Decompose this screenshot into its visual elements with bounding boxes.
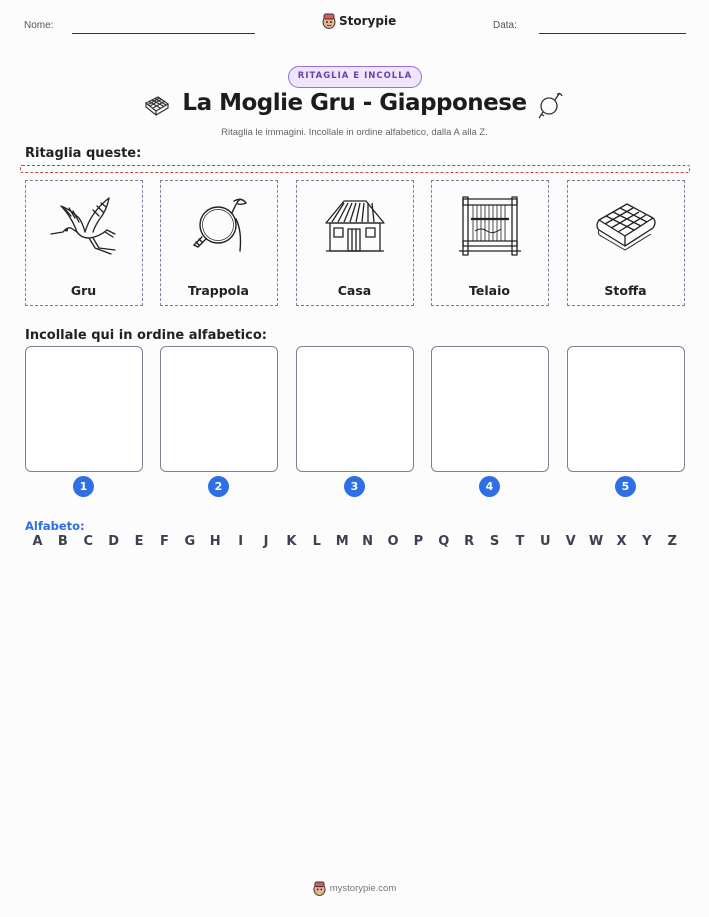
cut-card-telaio[interactable] xyxy=(431,180,549,306)
alphabet-letter: B xyxy=(57,534,68,549)
alphabet-letter: M xyxy=(335,534,349,549)
cut-card-casa[interactable] xyxy=(296,180,414,306)
trap-icon xyxy=(188,195,250,257)
page-title: La Moglie Gru - Giapponese xyxy=(182,90,527,116)
number-badge: 4 xyxy=(479,476,500,497)
alphabet-letter: F xyxy=(160,534,169,549)
instructions: Ritaglia le immagini. Incollale in ordine alfabetico, dalla A alla Z. xyxy=(221,127,488,138)
alphabet-title: Alfabeto: xyxy=(25,519,85,533)
card-label: Gru xyxy=(70,283,97,298)
alphabet-letter: O xyxy=(387,534,399,549)
footer xyxy=(0,881,709,896)
alphabet-letter: H xyxy=(209,534,221,549)
card-label: Trappola xyxy=(188,283,249,298)
paste-box-1[interactable] xyxy=(25,346,143,472)
alphabet-letter: A xyxy=(32,534,43,549)
alphabet-letter: Z xyxy=(667,534,677,549)
house-icon xyxy=(322,195,388,257)
loom-icon xyxy=(457,193,523,259)
paste-box-5[interactable] xyxy=(567,346,685,472)
alphabet-letter: Y xyxy=(642,534,652,549)
alphabet-letter: L xyxy=(312,534,321,549)
trap-icon xyxy=(536,91,564,121)
date-field-line[interactable] xyxy=(539,33,686,34)
date-label: Data: xyxy=(493,20,517,31)
card-label: Stoffa xyxy=(604,283,647,298)
card-label: Casa xyxy=(337,283,372,298)
alphabet-letter: J xyxy=(263,534,269,549)
alphabet-letter: R xyxy=(464,534,475,549)
cut-heading: Ritaglia queste: xyxy=(25,146,142,161)
alphabet-letter: X xyxy=(616,534,627,549)
alphabet-letter: P xyxy=(413,534,424,549)
paste-box-3[interactable] xyxy=(296,346,414,472)
alphabet-letter: U xyxy=(540,534,551,549)
card-label: Telaio xyxy=(469,283,510,298)
number-badge: 5 xyxy=(615,476,636,497)
brand-name: Storypie xyxy=(339,14,397,28)
number-badge: 1 xyxy=(73,476,94,497)
alphabet-letter: I xyxy=(238,534,244,549)
alphabet-letter: D xyxy=(108,534,120,549)
paste-heading: Incollale qui in ordine alfabetico: xyxy=(25,328,267,343)
alphabet-letter: T xyxy=(515,534,525,549)
cut-card-trappola[interactable] xyxy=(160,180,278,306)
cut-line xyxy=(20,165,690,173)
cut-card-stoffa[interactable] xyxy=(567,180,685,306)
alphabet-letter: K xyxy=(286,534,297,549)
storypie-mascot-icon xyxy=(322,13,336,29)
paste-box-2[interactable] xyxy=(160,346,278,472)
alphabet-letter: E xyxy=(134,534,144,549)
footer-url[interactable]: mystorypie.com xyxy=(329,883,397,894)
storypie-mascot-icon xyxy=(313,881,326,896)
alphabet-row xyxy=(25,534,685,549)
name-label: Nome: xyxy=(24,20,54,31)
number-badge: 3 xyxy=(344,476,365,497)
storypie-logo xyxy=(322,13,396,29)
alphabet-letter: W xyxy=(588,534,604,549)
alphabet-letter: Q xyxy=(438,534,450,549)
alphabet-letter: N xyxy=(362,534,374,549)
cut-card-gru[interactable] xyxy=(25,180,143,306)
alphabet-letter: S xyxy=(489,534,500,549)
crane-icon xyxy=(49,194,119,258)
activity-badge: RITAGLIA E INCOLLA xyxy=(288,66,422,88)
cloth-icon xyxy=(593,198,659,254)
alphabet-letter: V xyxy=(565,534,576,549)
name-field-line[interactable] xyxy=(72,33,255,34)
number-badge: 2 xyxy=(208,476,229,497)
paste-box-4[interactable] xyxy=(431,346,549,472)
alphabet-letter: C xyxy=(83,534,94,549)
alphabet-letter: G xyxy=(184,534,196,549)
